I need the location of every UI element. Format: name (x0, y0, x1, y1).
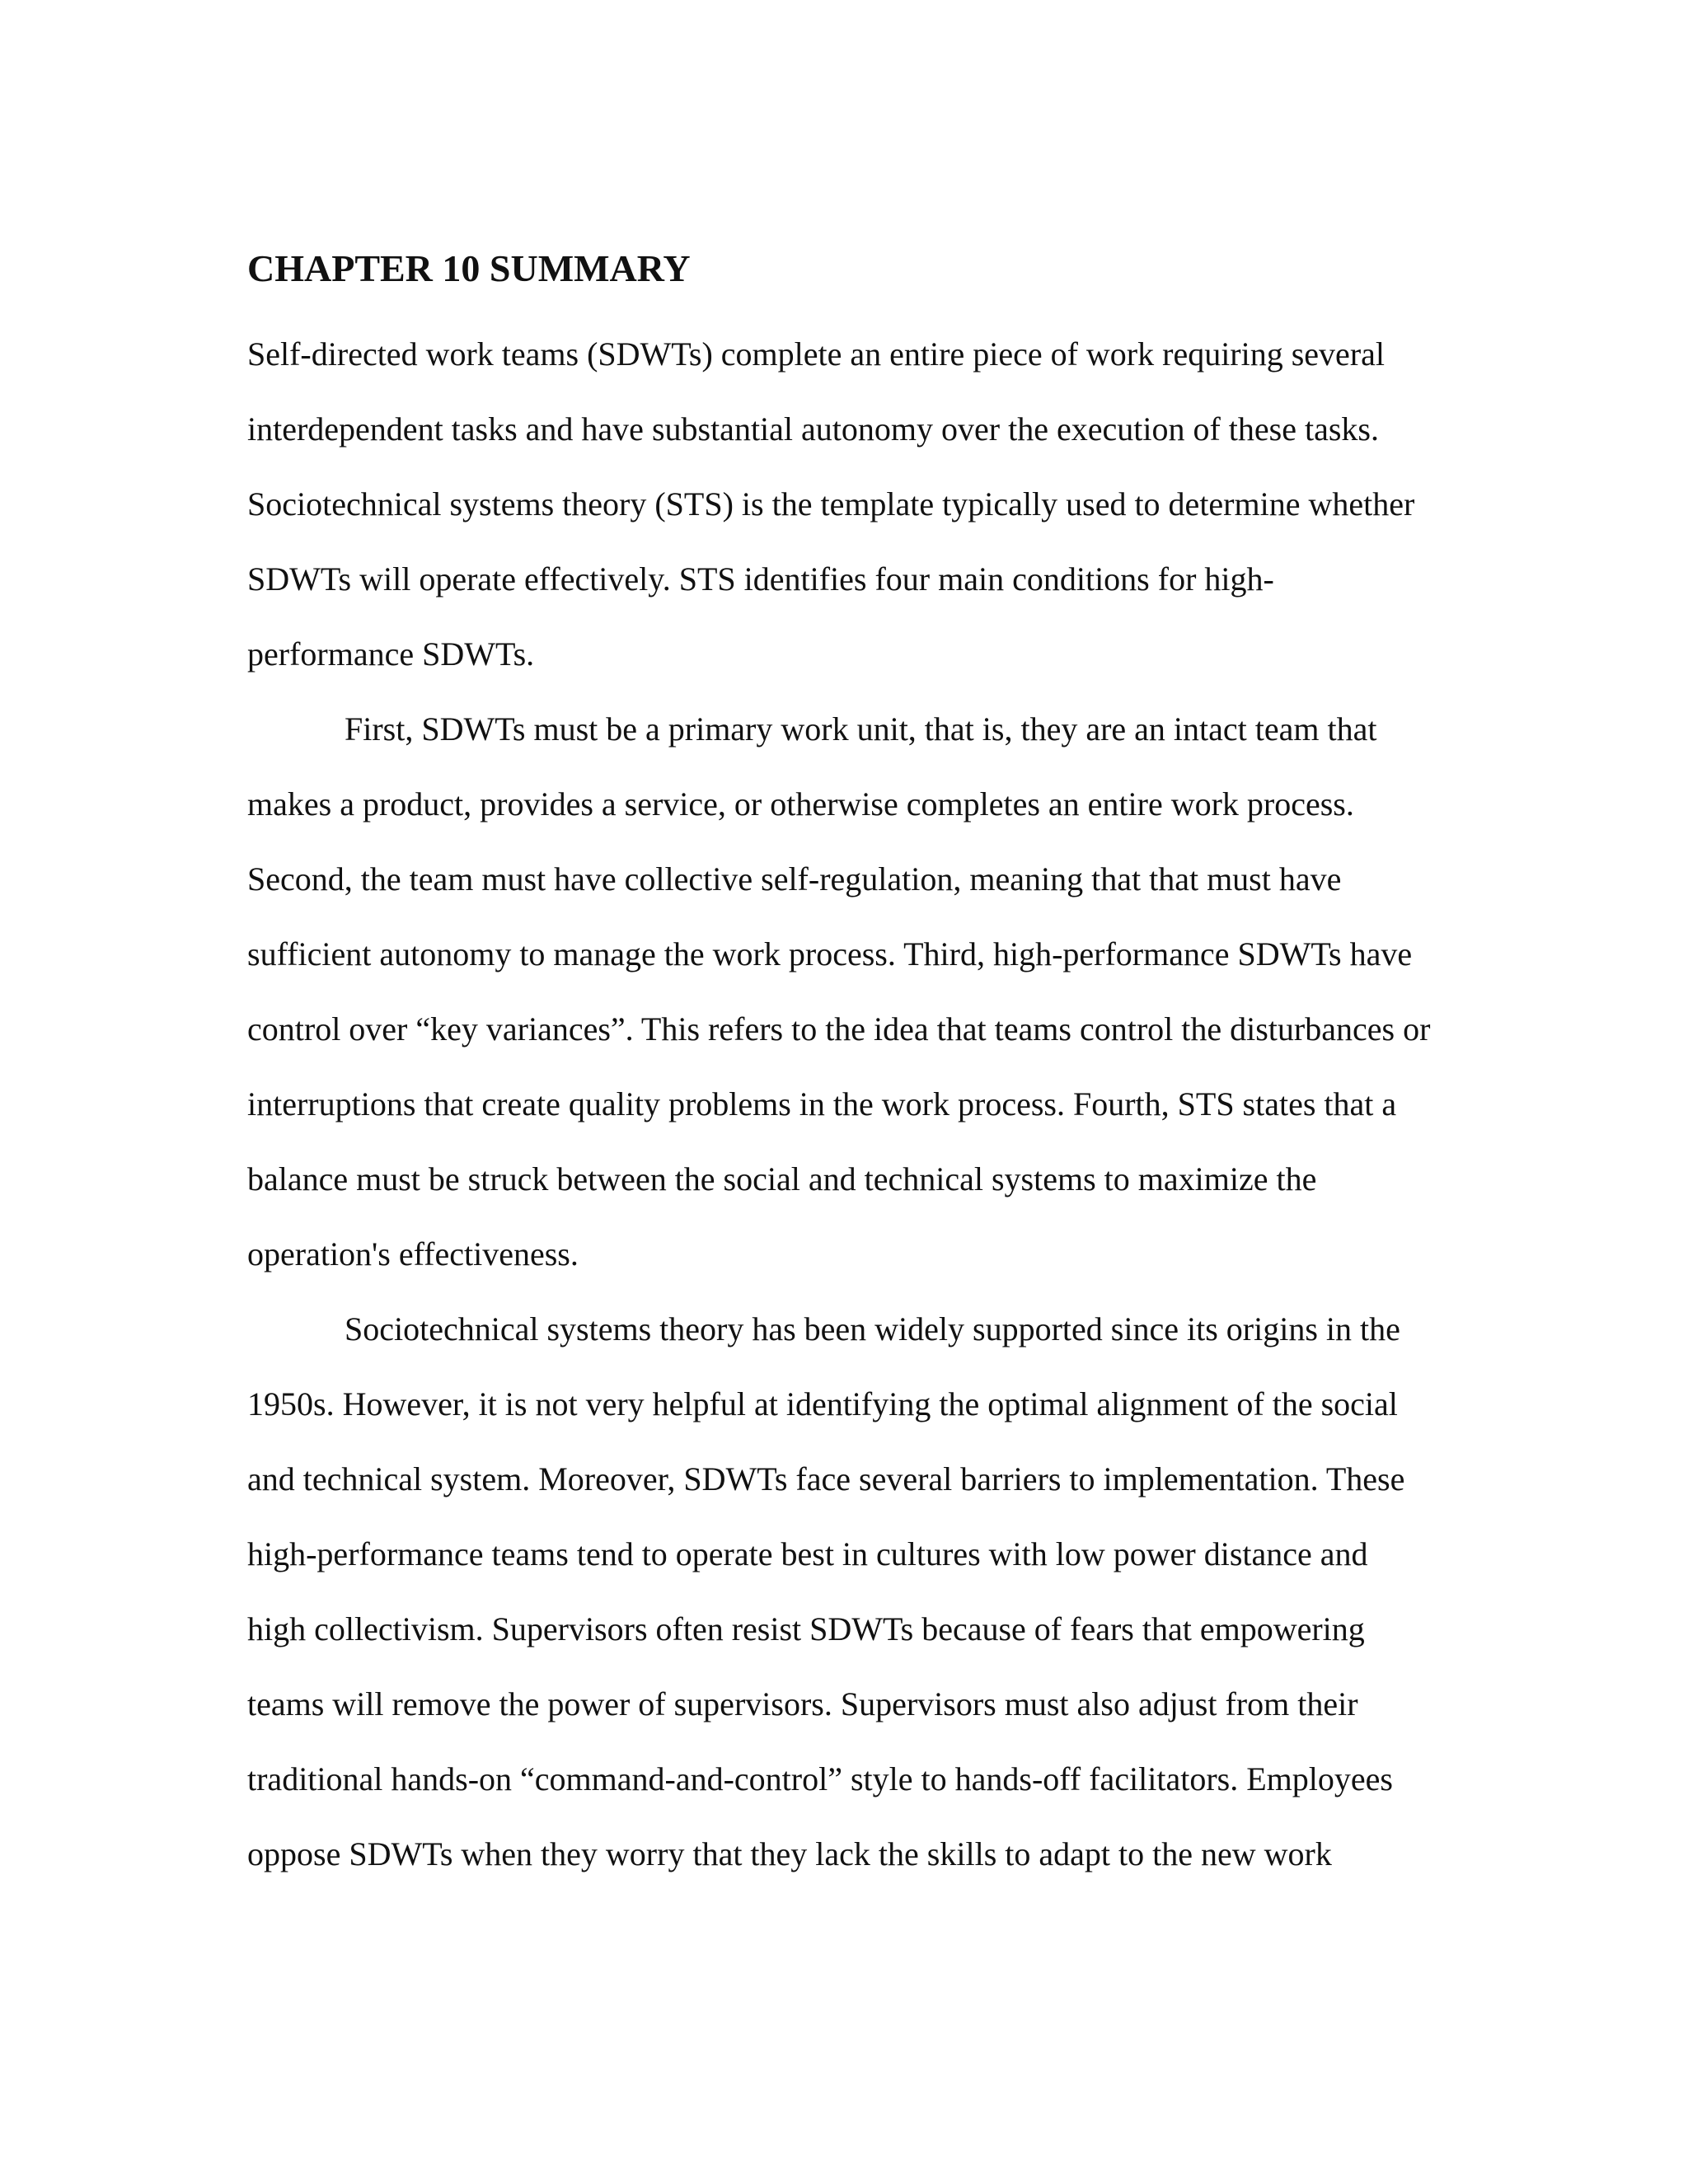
text-line: Self-directed work teams (SDWTs) complete an entire piece of work requiring several (247, 335, 1385, 373)
text-line: interruptions that create quality problems in the work process. Fourth, STS states that a (247, 1085, 1397, 1122)
text-line: high collectivism. Supervisors often resist SDWTs because of fears that empowering (247, 1610, 1365, 1647)
text-line: Second, the team must have collective self-regulation, meaning that that must have (247, 860, 1342, 898)
text-line: control over “key variances”. This refers to the idea that teams control the disturbances or (247, 1010, 1431, 1047)
text-line: sufficient autonomy to manage the work process. Third, high-performance SDWTs have (247, 935, 1413, 972)
text-line: teams will remove the power of supervisors. Supervisors must also adjust from their (247, 1685, 1358, 1722)
text-line: high-performance teams tend to operate best in cultures with low power distance and (247, 1535, 1368, 1572)
text-line: and technical system. Moreover, SDWTs face several barriers to implementation. These (247, 1460, 1405, 1497)
text-line: traditional hands-on “command-and-control” style to hands-off facilitators. Employees (247, 1760, 1393, 1797)
chapter-title: CHAPTER 10 SUMMARY (247, 247, 691, 289)
text-line: makes a product, provides a service, or otherwise completes an entire work process. (247, 785, 1354, 823)
text-line: Sociotechnical systems theory has been widely supported since its origins in the (345, 1310, 1400, 1347)
text-line: First, SDWTs must be a primary work unit, that is, they are an intact team that (345, 710, 1377, 748)
text-line: oppose SDWTs when they worry that they lack the skills to adapt to the new work (247, 1835, 1332, 1872)
text-line: 1950s. However, it is not very helpful at identifying the optimal alignment of the social (247, 1385, 1398, 1422)
text-line: SDWTs will operate effectively. STS identifies four main conditions for high- (247, 560, 1274, 598)
text-line: interdependent tasks and have substantial autonomy over the execution of these tasks. (247, 410, 1379, 448)
text-line: operation's effectiveness. (247, 1235, 579, 1272)
text-line: Sociotechnical systems theory (STS) is the template typically used to determine whether (247, 485, 1415, 523)
text-line: balance must be struck between the social and technical systems to maximize the (247, 1160, 1317, 1197)
text-line: performance SDWTs. (247, 635, 535, 673)
